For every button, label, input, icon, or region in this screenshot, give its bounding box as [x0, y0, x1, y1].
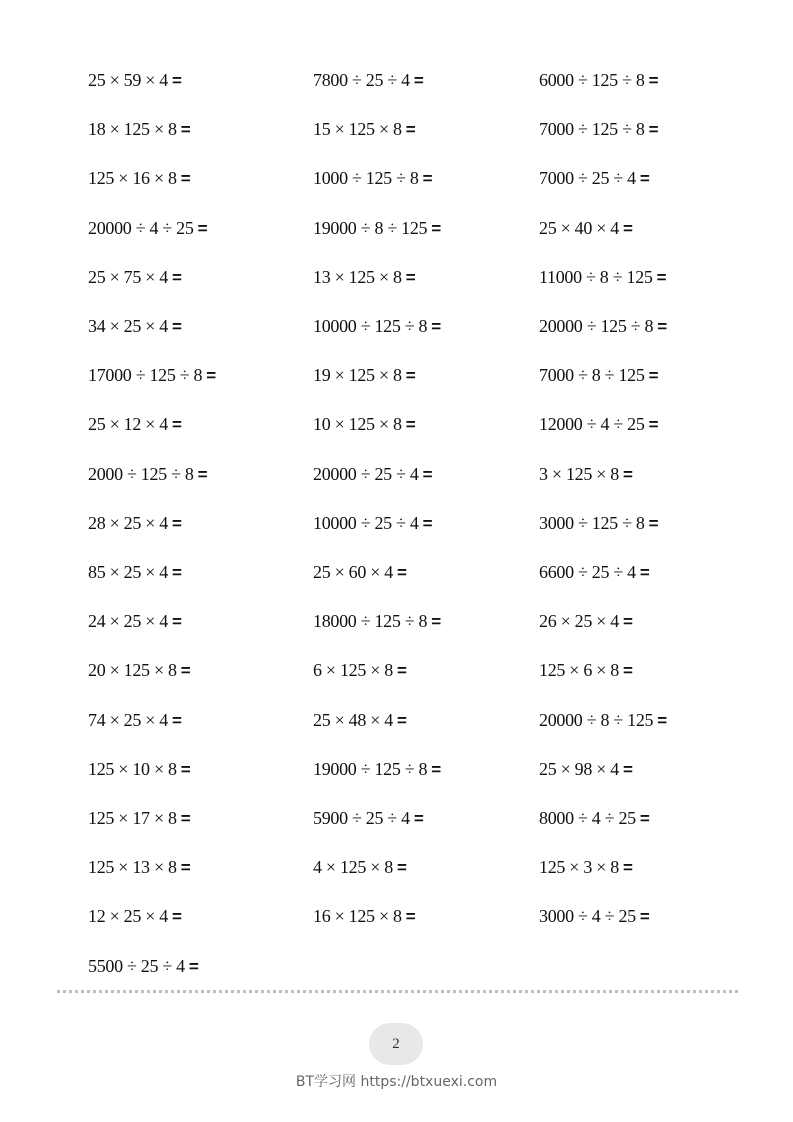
math-problem: [539, 757, 633, 782]
problem-row: [0, 708, 793, 732]
equals-sign: =: [648, 120, 659, 140]
math-problem: [313, 314, 441, 339]
problem-expression: 20000 ÷ 4 ÷ 25: [88, 217, 194, 238]
problem-expression: 125 × 17 × 8: [88, 808, 177, 828]
equals-sign: =: [413, 809, 424, 828]
problem-expression: 25 × 12 × 4: [88, 414, 169, 435]
math-problem: [88, 166, 190, 191]
math-problem: [313, 560, 407, 585]
equals-sign: =: [172, 612, 182, 632]
problem-row: [0, 68, 793, 92]
problem-expression: 12 × 25 × 4: [88, 906, 169, 927]
math-problem: [88, 412, 182, 437]
equals-sign: =: [431, 218, 441, 238]
math-problem: [539, 68, 658, 93]
math-problem: [313, 609, 441, 634]
problem-row: [0, 511, 793, 535]
problem-expression: 34 × 25 × 4: [88, 316, 169, 336]
problem-expression: 13 × 125 × 8: [313, 266, 402, 287]
dotted-divider: [57, 990, 738, 993]
math-problem: [539, 511, 658, 536]
problem-expression: 10 × 125 × 8: [313, 414, 402, 435]
problem-expression: 3000 ÷ 125 ÷ 8: [539, 512, 645, 533]
math-problem: [313, 757, 441, 782]
equals-sign: =: [648, 513, 659, 533]
problem-row: [0, 216, 793, 240]
equals-sign: =: [180, 169, 191, 189]
math-problem: [88, 658, 190, 683]
problem-expression: 24 × 25 × 4: [88, 611, 169, 632]
problem-expression: 8000 ÷ 4 ÷ 25: [539, 808, 636, 828]
math-problem: [88, 68, 182, 93]
equals-sign: =: [206, 366, 216, 386]
math-problem: [313, 511, 432, 536]
problem-expression: 25 × 60 × 4: [313, 562, 394, 582]
problem-expression: 2000 ÷ 125 ÷ 8: [88, 463, 194, 484]
equals-sign: =: [648, 415, 659, 435]
problem-expression: 19000 ÷ 125 ÷ 8: [313, 758, 428, 779]
math-problem: [88, 216, 207, 241]
equals-sign: =: [172, 267, 182, 287]
math-problem: [313, 412, 415, 437]
problem-row: [0, 117, 793, 141]
problem-expression: 125 × 3 × 8: [539, 857, 620, 878]
math-problem: [88, 708, 182, 733]
math-problem: [313, 708, 407, 733]
problem-expression: 17000 ÷ 125 ÷ 8: [88, 365, 203, 386]
math-problem: [313, 806, 424, 831]
math-problem: [313, 904, 415, 929]
equals-sign: =: [188, 956, 199, 976]
problem-expression: 20000 ÷ 25 ÷ 4: [313, 463, 419, 484]
math-problem: [539, 806, 650, 831]
problem-expression: 11000 ÷ 8 ÷ 125: [539, 266, 653, 287]
math-problem: [88, 609, 182, 634]
problem-expression: 20000 ÷ 8 ÷ 125: [539, 709, 654, 730]
equals-sign: =: [172, 317, 182, 336]
math-problem: [88, 954, 199, 979]
problem-row: [0, 658, 793, 682]
equals-sign: =: [623, 759, 633, 779]
equals-sign: =: [431, 317, 441, 336]
math-problem: [539, 855, 633, 880]
math-problem: [539, 166, 650, 191]
problem-expression: 25 × 40 × 4: [539, 217, 620, 238]
equals-sign: =: [623, 218, 633, 238]
math-problem: [539, 462, 633, 487]
equals-sign: =: [413, 71, 424, 90]
math-problem: [539, 216, 633, 241]
problem-expression: 19000 ÷ 8 ÷ 125: [313, 217, 428, 238]
math-problem: [313, 658, 407, 683]
problem-row: [0, 757, 793, 781]
problem-expression: 3000 ÷ 4 ÷ 25: [539, 906, 636, 927]
equals-sign: =: [197, 218, 208, 238]
problem-expression: 7000 ÷ 25 ÷ 4: [539, 168, 636, 189]
problem-row: [0, 265, 793, 289]
equals-sign: =: [431, 612, 441, 632]
problem-expression: 7000 ÷ 125 ÷ 8: [539, 119, 645, 140]
problem-row: [0, 560, 793, 584]
math-problem: [539, 708, 667, 733]
problem-expression: 125 × 6 × 8: [539, 660, 620, 681]
problem-expression: 6600 ÷ 25 ÷ 4: [539, 562, 636, 582]
equals-sign: =: [431, 759, 441, 779]
problem-expression: 20 × 125 × 8: [88, 660, 177, 681]
problem-row: [0, 609, 793, 633]
problem-expression: 25 × 75 × 4: [88, 266, 169, 287]
equals-sign: =: [180, 809, 191, 828]
math-problem: [539, 117, 658, 142]
equals-sign: =: [639, 169, 650, 189]
math-problem: [88, 511, 182, 536]
math-problem: [539, 658, 633, 683]
problem-expression: 10000 ÷ 125 ÷ 8: [313, 316, 428, 336]
problem-row: [0, 412, 793, 436]
problem-row: [0, 954, 793, 978]
equals-sign: =: [172, 71, 182, 90]
equals-sign: =: [657, 710, 667, 730]
math-problem: [88, 462, 207, 487]
math-problem: [539, 363, 658, 388]
problem-expression: 1000 ÷ 125 ÷ 8: [313, 168, 419, 189]
problem-expression: 3 × 125 × 8: [539, 463, 620, 484]
page-number: 2: [369, 1023, 423, 1065]
equals-sign: =: [422, 169, 433, 189]
equals-sign: =: [405, 415, 416, 435]
problem-row: [0, 855, 793, 879]
math-problem: [313, 166, 432, 191]
footer-site-text: BT学习网 https://btxuexi.com: [295, 1074, 498, 1090]
problem-expression: 25 × 48 × 4: [313, 709, 394, 730]
equals-sign: =: [639, 907, 650, 927]
equals-sign: =: [197, 464, 208, 484]
problem-expression: 4 × 125 × 8: [313, 857, 394, 878]
equals-sign: =: [648, 366, 659, 386]
problem-expression: 125 × 16 × 8: [88, 168, 177, 189]
equals-sign: =: [623, 858, 633, 878]
math-problem: [539, 609, 633, 634]
problem-expression: 125 × 13 × 8: [88, 857, 177, 878]
problem-expression: 6000 ÷ 125 ÷ 8: [539, 70, 645, 90]
equals-sign: =: [172, 710, 182, 730]
math-problem: [313, 68, 424, 93]
equals-sign: =: [397, 661, 407, 681]
problem-expression: 25 × 98 × 4: [539, 758, 620, 779]
equals-sign: =: [639, 809, 650, 828]
equals-sign: =: [623, 661, 633, 681]
equals-sign: =: [397, 563, 407, 582]
problem-expression: 125 × 10 × 8: [88, 758, 177, 779]
problem-expression: 12000 ÷ 4 ÷ 25: [539, 414, 645, 435]
problem-row: [0, 314, 793, 338]
problem-expression: 18 × 125 × 8: [88, 119, 177, 140]
problem-row: [0, 166, 793, 190]
math-problem: [88, 806, 190, 831]
math-problem: [313, 216, 441, 241]
math-problem: [88, 265, 182, 290]
problem-expression: 20000 ÷ 125 ÷ 8: [539, 316, 654, 336]
math-problem: [313, 363, 415, 388]
math-problem: [88, 314, 182, 339]
equals-sign: =: [648, 71, 659, 90]
problem-expression: 26 × 25 × 4: [539, 611, 620, 632]
equals-sign: =: [172, 415, 182, 435]
equals-sign: =: [180, 759, 191, 779]
problem-expression: 5500 ÷ 25 ÷ 4: [88, 955, 185, 976]
problem-row: [0, 904, 793, 928]
equals-sign: =: [405, 907, 416, 927]
math-problem: [539, 314, 667, 339]
math-problem: [88, 757, 190, 782]
problem-expression: 19 × 125 × 8: [313, 365, 402, 386]
equals-sign: =: [405, 366, 416, 386]
problem-expression: 7000 ÷ 8 ÷ 125: [539, 365, 645, 386]
equals-sign: =: [422, 513, 433, 533]
equals-sign: =: [397, 710, 407, 730]
equals-sign: =: [639, 563, 650, 582]
math-problem: [313, 117, 415, 142]
math-problem: [539, 904, 650, 929]
problem-row: [0, 462, 793, 486]
equals-sign: =: [180, 120, 191, 140]
problem-expression: 10000 ÷ 25 ÷ 4: [313, 512, 419, 533]
equals-sign: =: [405, 267, 416, 287]
math-problem: [88, 560, 182, 585]
math-problem: [539, 265, 666, 290]
math-problem: [539, 560, 650, 585]
equals-sign: =: [180, 661, 191, 681]
equals-sign: =: [172, 563, 182, 582]
equals-sign: =: [397, 858, 407, 878]
math-problem: [88, 363, 216, 388]
equals-sign: =: [172, 907, 182, 927]
math-problem: [313, 462, 432, 487]
math-problem: [88, 904, 182, 929]
math-problem: [313, 855, 407, 880]
problem-expression: 85 × 25 × 4: [88, 562, 169, 582]
equals-sign: =: [172, 513, 182, 533]
math-problem: [88, 855, 190, 880]
problem-row: [0, 806, 793, 830]
problem-expression: 5900 ÷ 25 ÷ 4: [313, 808, 410, 828]
equals-sign: =: [422, 464, 433, 484]
problem-expression: 6 × 125 × 8: [313, 660, 394, 681]
problem-row: [0, 363, 793, 387]
problem-expression: 15 × 125 × 8: [313, 119, 402, 140]
equals-sign: =: [180, 858, 191, 878]
problem-expression: 74 × 25 × 4: [88, 709, 169, 730]
equals-sign: =: [623, 612, 633, 632]
math-problem: [539, 412, 658, 437]
equals-sign: =: [405, 120, 416, 140]
problem-expression: 25 × 59 × 4: [88, 70, 169, 90]
problem-expression: 7800 ÷ 25 ÷ 4: [313, 70, 410, 90]
problem-expression: 18000 ÷ 125 ÷ 8: [313, 611, 428, 632]
math-problem: [313, 265, 415, 290]
problem-expression: 28 × 25 × 4: [88, 512, 169, 533]
equals-sign: =: [623, 464, 633, 484]
problem-expression: 16 × 125 × 8: [313, 906, 402, 927]
math-problem: [88, 117, 190, 142]
equals-sign: =: [656, 267, 667, 287]
equals-sign: =: [657, 317, 667, 336]
